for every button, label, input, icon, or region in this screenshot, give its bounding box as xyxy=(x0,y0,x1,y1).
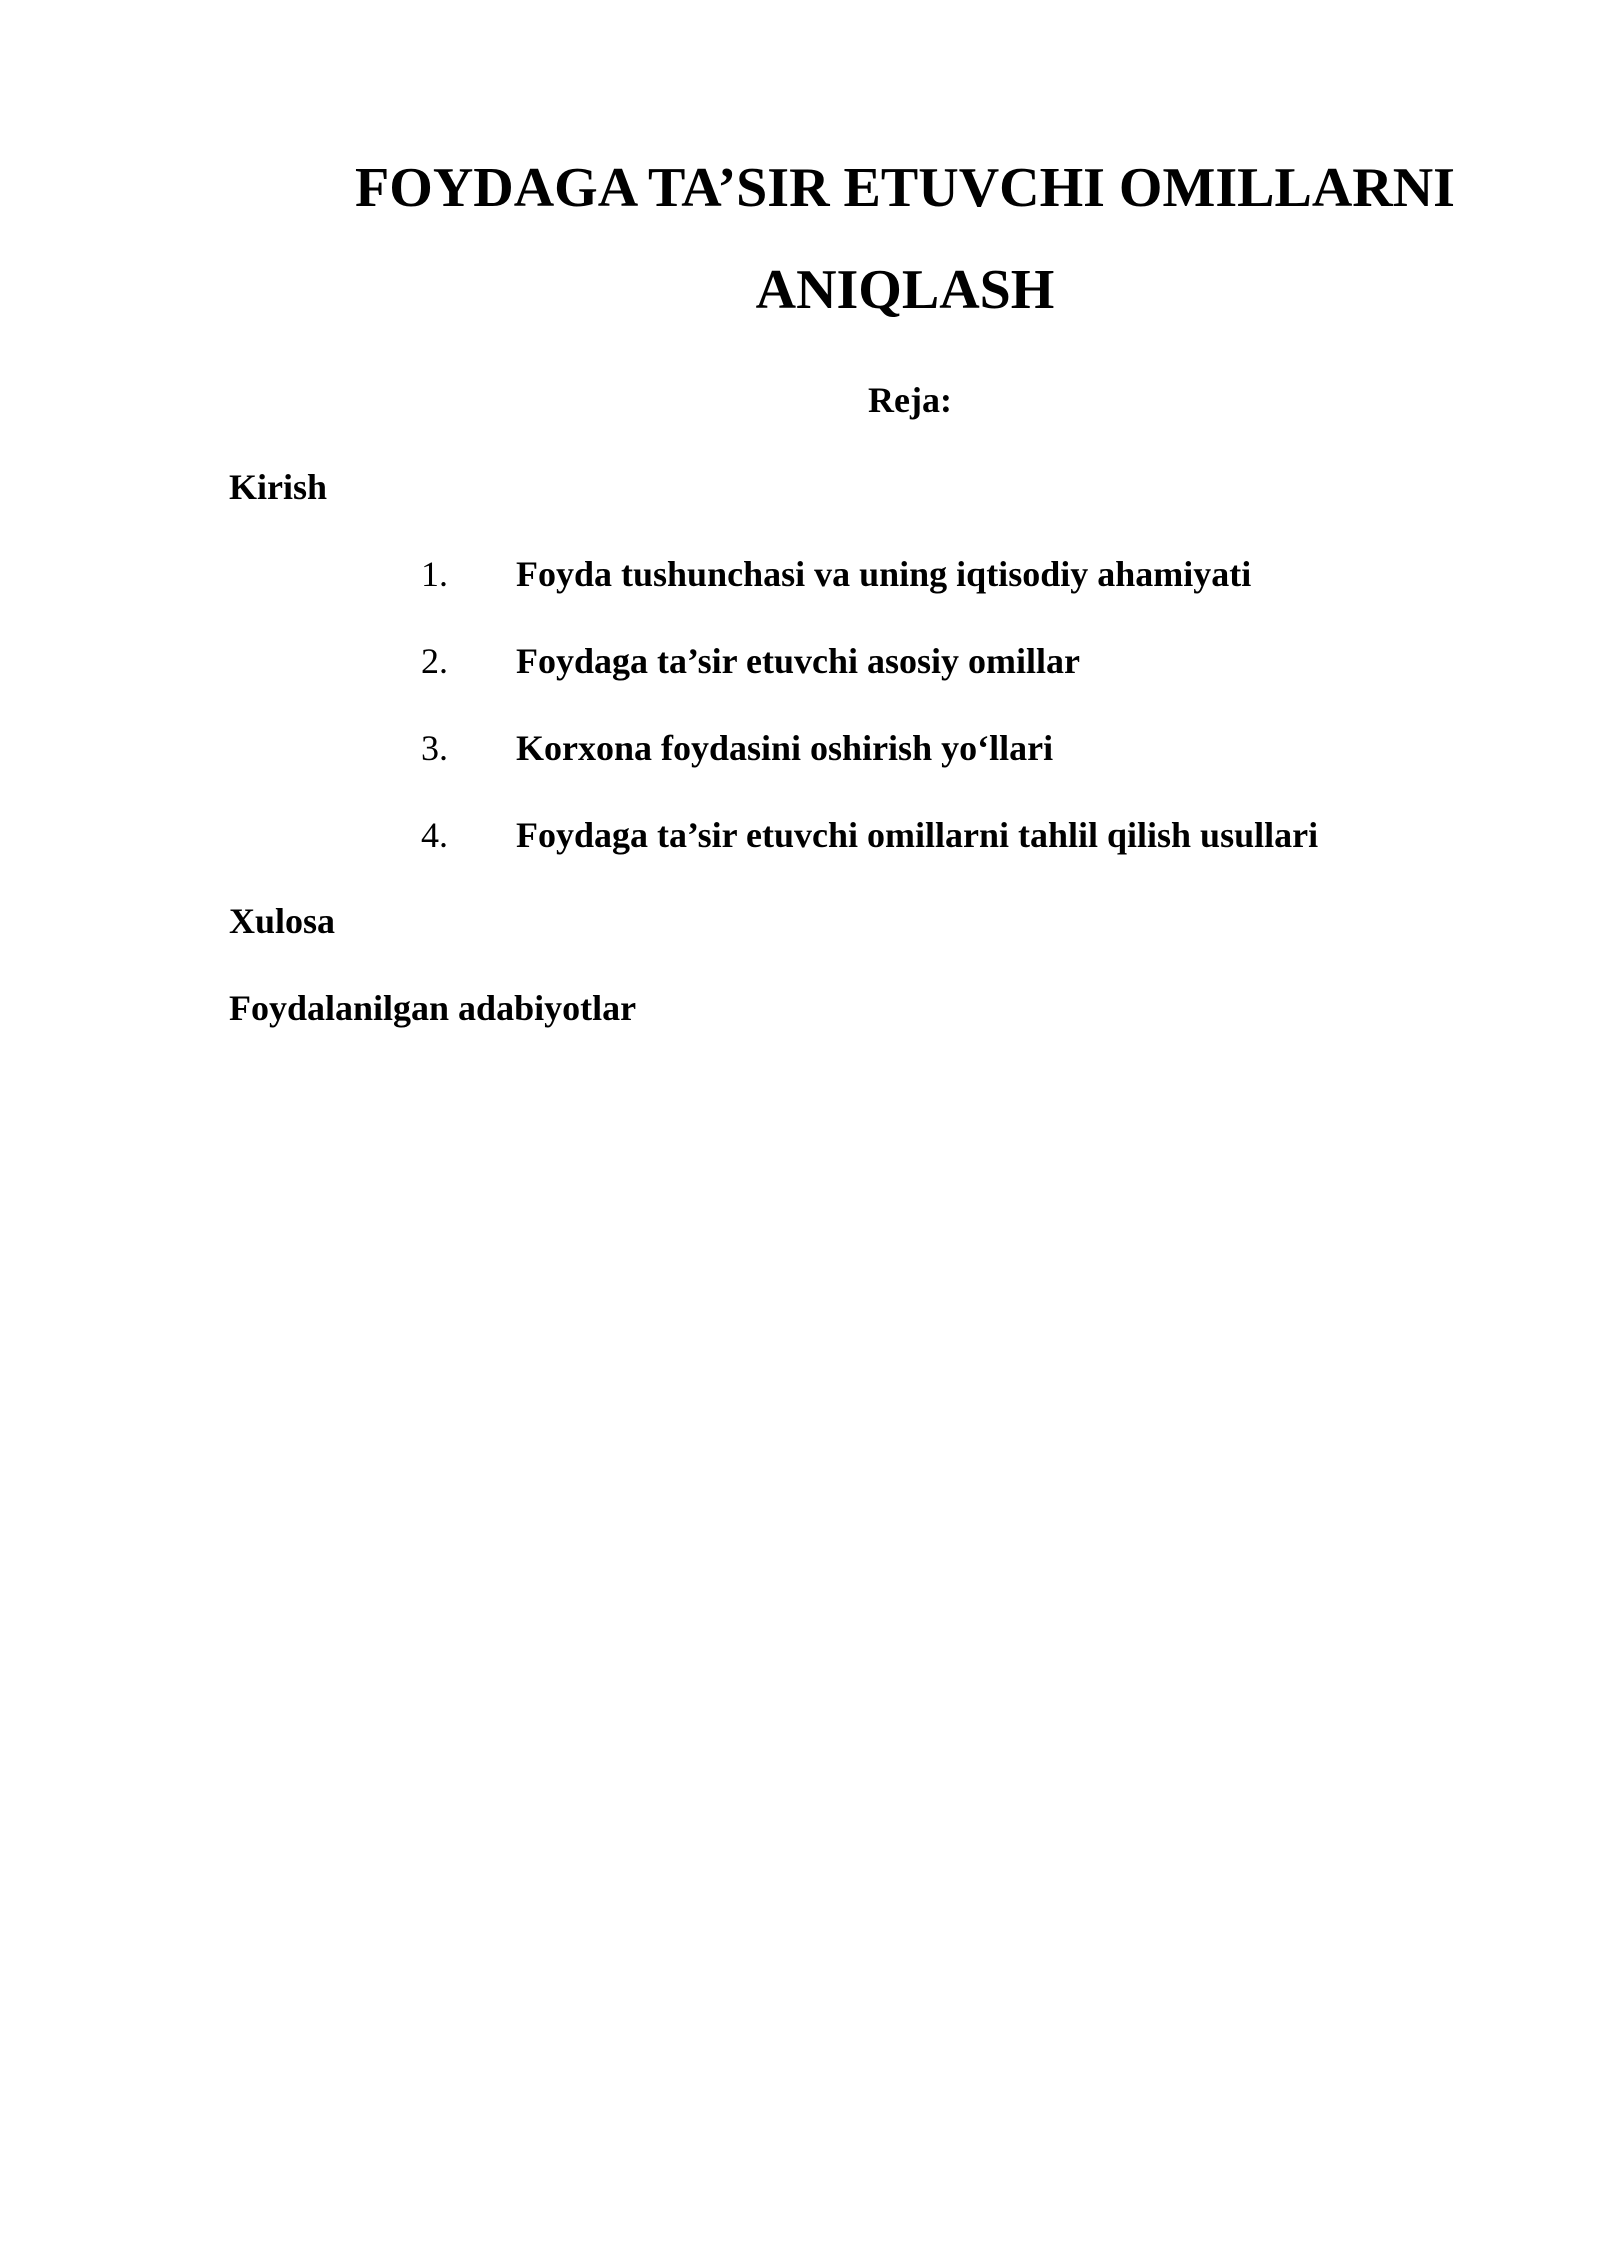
document-title-line-1: FOYDAGA TA’SIR ETUVCHI OMILLARNI xyxy=(355,157,1455,219)
plan-item-number: 3. xyxy=(421,728,448,768)
plan-item-text: Korxona foydasini oshirish yo‘llari xyxy=(516,728,1054,768)
plan-heading: Reja: xyxy=(868,380,952,420)
plan-item-number: 1. xyxy=(421,554,448,594)
plan-item-number: 2. xyxy=(421,641,448,681)
plan-item-text: Foyda tushunchasi va uning iqtisodiy ahamiyati xyxy=(516,554,1252,594)
plan-item xyxy=(0,643,1600,683)
plan-item xyxy=(0,730,1600,770)
plan-item-text: Foydaga ta’sir etuvchi omillarni tahlil qilish usullari xyxy=(516,815,1319,855)
intro-heading: Kirish xyxy=(229,467,328,507)
conclusion-heading: Xulosa xyxy=(229,901,336,941)
plan-item-text: Foydaga ta’sir etuvchi asosiy omillar xyxy=(516,641,1080,681)
plan-item-number: 4. xyxy=(421,815,448,855)
plan-item xyxy=(0,556,1600,596)
plan-item xyxy=(0,817,1600,857)
references-heading: Foydalanilgan adabiyotlar xyxy=(229,988,637,1028)
document-title-line-2: ANIQLASH xyxy=(755,259,1055,321)
